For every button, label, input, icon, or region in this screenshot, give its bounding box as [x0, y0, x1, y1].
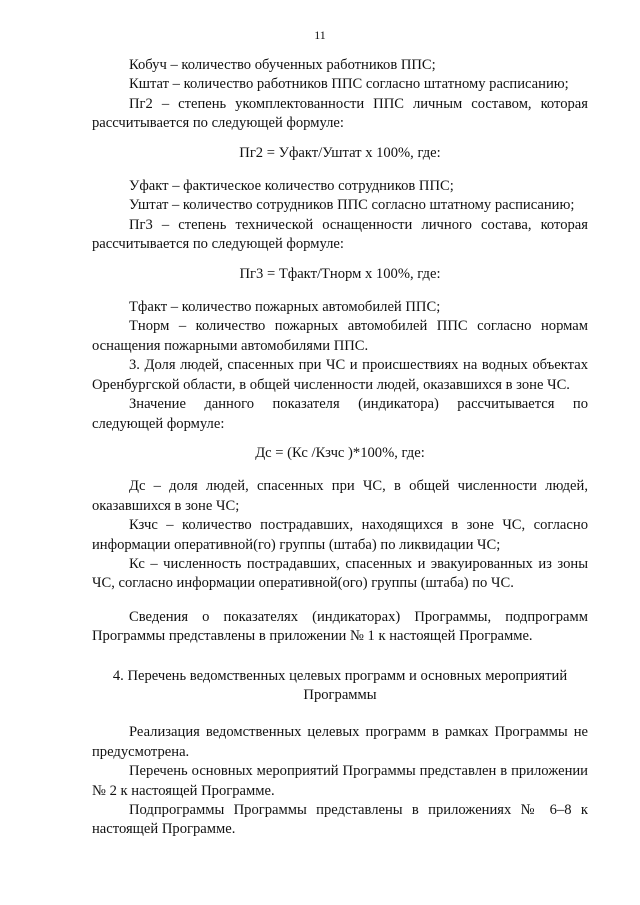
page-number: 11 — [314, 28, 326, 42]
paragraph-ds: Дс – доля людей, спасенных при ЧС, в общей численности людей, оказавшихся в зоне ЧС; — [92, 478, 588, 514]
paragraph-pg3: Пг3 – степень технической оснащенности личного состава, которая рассчитывается по следующей формуле: — [92, 216, 588, 253]
paragraph-ufakt: Уфакт – фактическое количество сотрудников ППС; — [129, 178, 454, 195]
paragraph-kzchs: Кзчс – количество пострадавших, находящихся в зоне ЧС, согласно информации оперативной(го) группы (штаба) по ликвидации ЧС; — [92, 517, 588, 553]
paragraph-tfakt: Тфакт – количество пожарных автомобилей ППС; — [129, 299, 441, 316]
paragraph-kshtat: Кштат – количество работников ППС согласно штатному расписанию; — [129, 76, 569, 93]
section-heading-4: 4. Перечень ведомственных целевых программ и основных мероприятий Программы — [112, 667, 568, 703]
formula-pg3: Пг3 = Тфакт/Тнорм х 100%, где: — [239, 265, 441, 282]
paragraph-pg2: Пг2 – степень укомплектованности ППС личным составом, которая рассчитывается по следующей формуле: — [92, 95, 588, 132]
paragraph-tnorm: Тнорм – количество пожарных автомобилей ППС согласно нормам оснащения пожарными автомобилями ППС. — [92, 318, 588, 354]
formula-ds: Дс = (Кс /Кзчс )*100%, где: — [255, 444, 425, 461]
paragraph-main-activities: Перечень основных мероприятий Программы представлен в приложении № 2 к настоящей Программе. — [92, 763, 588, 799]
paragraph-item-3: 3. Доля людей, спасенных при ЧС и происшествиях на водных объектах Оренбургской области, в общей численности людей, оказавшихся в зоне ЧС. — [92, 357, 588, 393]
paragraph-ushtat: Уштат – количество сотрудников ППС согласно штатному расписанию; — [129, 197, 575, 214]
page-content — [92, 56, 588, 840]
paragraph-indicators-info: Сведения о показателях (индикаторах) Программы, подпрограмм Программы представлены в приложении № 1 к настоящей Программе. — [92, 608, 588, 645]
paragraph-ks: Кс – численность пострадавших, спасенных и эвакуированных из зоны ЧС, согласно информации оперативной(ого) группы (штаба) по ЧС. — [92, 555, 588, 592]
paragraph-subprograms: Подпрограммы Программы представлены в приложениях № 6–8 к настоящей Программе. — [92, 802, 588, 838]
formula-pg2: Пг2 = Уфакт/Уштат х 100%, где: — [239, 144, 441, 161]
paragraph-kobuch: Кобуч – количество обученных работников ППС; — [129, 57, 436, 73]
paragraph-indicator-formula-intro: Значение данного показателя (индикатора) рассчитывается по следующей формуле: — [92, 396, 588, 432]
paragraph-vcp-implementation: Реализация ведомственных целевых программ в рамках Программы не предусмотрена. — [92, 724, 588, 760]
